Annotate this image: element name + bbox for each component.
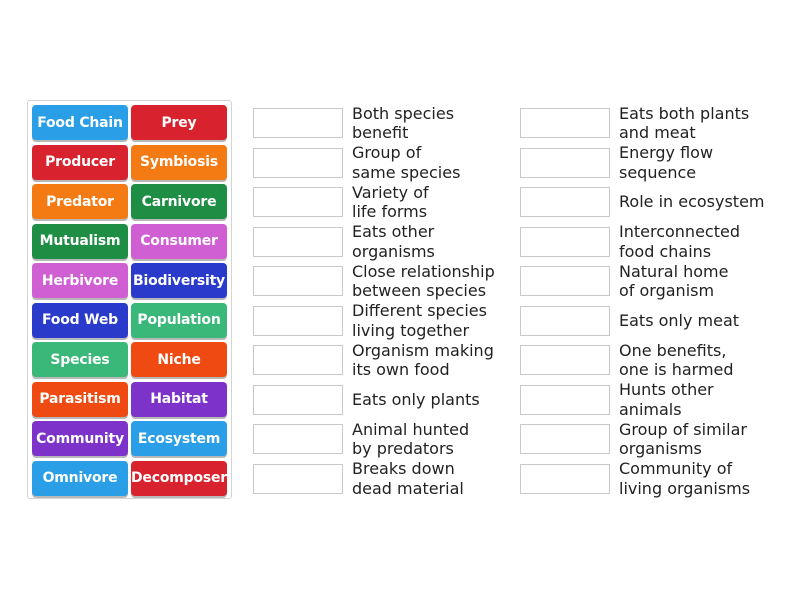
clue-line: Eats other (352, 222, 435, 241)
drop-slot-right-1[interactable] (520, 108, 610, 138)
clue-line: Eats both plants (619, 103, 750, 123)
clue-line: Group of (352, 143, 422, 162)
clue-line: Interconnected (619, 222, 740, 241)
drop-slot-left-10[interactable] (253, 464, 343, 494)
clue-line: Variety of (352, 182, 429, 202)
clue-left-9 (352, 420, 512, 459)
answer-tile-mutualism[interactable]: Mutualism (32, 224, 128, 259)
clue-right-4 (619, 222, 779, 261)
drop-slot-right-3[interactable] (520, 187, 610, 217)
clue-line: one is harmed (619, 360, 734, 379)
clue-line: between species (352, 281, 487, 300)
clue-line: Role in ecosystem (619, 192, 765, 212)
clue-left-1 (352, 104, 512, 143)
clue-line: sequence (619, 162, 697, 182)
answer-tile-decomposer[interactable]: Decomposer (131, 461, 227, 496)
clue-line: by predators (352, 439, 454, 458)
clue-left-2 (352, 143, 512, 182)
clue-line: Natural home (619, 261, 729, 281)
clue-line: Organism making (352, 340, 494, 360)
clue-right-10 (619, 459, 779, 498)
answer-tile-habitat[interactable]: Habitat (131, 382, 227, 417)
clue-right-7 (619, 341, 779, 380)
clue-right-6 (619, 311, 779, 331)
answer-tile-prey[interactable]: Prey (131, 105, 227, 140)
drop-slot-right-6[interactable] (520, 306, 610, 336)
drop-slot-right-9[interactable] (520, 424, 610, 454)
answer-tile-population[interactable]: Population (131, 303, 227, 338)
drop-slot-right-7[interactable] (520, 345, 610, 375)
drop-slot-left-6[interactable] (253, 306, 343, 336)
clue-line: dead material (352, 478, 464, 498)
answer-tile-consumer[interactable]: Consumer (131, 224, 227, 259)
clue-line: its own food (352, 360, 450, 379)
clue-line: Both species (352, 103, 455, 123)
drop-slot-left-2[interactable] (253, 148, 343, 178)
drop-slot-left-8[interactable] (253, 385, 343, 415)
clue-line: Eats only plants (352, 389, 480, 409)
clue-line: organisms (619, 439, 702, 458)
clue-left-8 (352, 390, 512, 410)
clue-left-5 (352, 262, 512, 301)
answer-tile-niche[interactable]: Niche (131, 342, 227, 377)
answer-tile-community[interactable]: Community (32, 421, 128, 456)
answer-tile-food-web[interactable]: Food Web (32, 303, 128, 338)
clue-line: Hunts other (619, 380, 714, 399)
clue-left-7 (352, 341, 512, 380)
drop-slot-right-4[interactable] (520, 227, 610, 257)
answer-tile-species[interactable]: Species (32, 342, 128, 377)
clue-right-8 (619, 380, 779, 419)
answer-tile-omnivore[interactable]: Omnivore (32, 461, 128, 496)
clue-line: living together (352, 320, 470, 340)
clue-left-4 (352, 222, 512, 261)
clue-line: organisms (352, 241, 435, 261)
clue-right-5 (619, 262, 779, 301)
clue-line: living organisms (619, 478, 751, 498)
answer-tile-symbiosis[interactable]: Symbiosis (131, 145, 227, 180)
clue-line: Breaks down (352, 459, 455, 478)
clue-left-6 (352, 301, 512, 340)
clue-right-3 (619, 192, 779, 212)
drop-slot-right-10[interactable] (520, 464, 610, 494)
clue-line: benefit (352, 123, 409, 142)
clue-line: animals (619, 399, 682, 419)
clue-line: Animal hunted (352, 419, 470, 439)
clue-line: Group of similar (619, 419, 747, 439)
clue-right-9 (619, 420, 779, 459)
drop-slot-left-3[interactable] (253, 187, 343, 217)
clue-line: same species (352, 162, 461, 182)
clue-line: and meat (619, 123, 696, 142)
answer-tile-herbivore[interactable]: Herbivore (32, 263, 128, 298)
clue-line: food chains (619, 241, 712, 261)
drop-slot-left-9[interactable] (253, 424, 343, 454)
drop-slot-left-1[interactable] (253, 108, 343, 138)
drop-slot-right-5[interactable] (520, 266, 610, 296)
clue-line: Different species (352, 301, 487, 320)
answer-tile-biodiversity[interactable]: Biodiversity (131, 263, 227, 298)
clue-line: Eats only meat (619, 310, 740, 330)
answer-tile-parasitism[interactable]: Parasitism (32, 382, 128, 417)
drop-slot-right-8[interactable] (520, 385, 610, 415)
clue-line: life forms (352, 202, 428, 221)
clue-line: Community of (619, 459, 733, 478)
drop-slot-left-7[interactable] (253, 345, 343, 375)
answer-tile-food-chain[interactable]: Food Chain (32, 105, 128, 140)
clue-right-2 (619, 143, 779, 182)
clue-line: of organism (619, 281, 715, 300)
clue-left-3 (352, 183, 512, 222)
answer-tile-ecosystem[interactable]: Ecosystem (131, 421, 227, 456)
drop-slot-left-4[interactable] (253, 227, 343, 257)
drop-slot-left-5[interactable] (253, 266, 343, 296)
answer-tile-predator[interactable]: Predator (32, 184, 128, 219)
clue-right-1 (619, 104, 779, 143)
clue-line: Energy flow (619, 143, 714, 162)
clue-left-10 (352, 459, 512, 498)
drop-slot-right-2[interactable] (520, 148, 610, 178)
clue-line: One benefits, (619, 340, 727, 360)
clue-line: Close relationship (352, 261, 495, 281)
answer-tile-carnivore[interactable]: Carnivore (131, 184, 227, 219)
answer-tile-producer[interactable]: Producer (32, 145, 128, 180)
